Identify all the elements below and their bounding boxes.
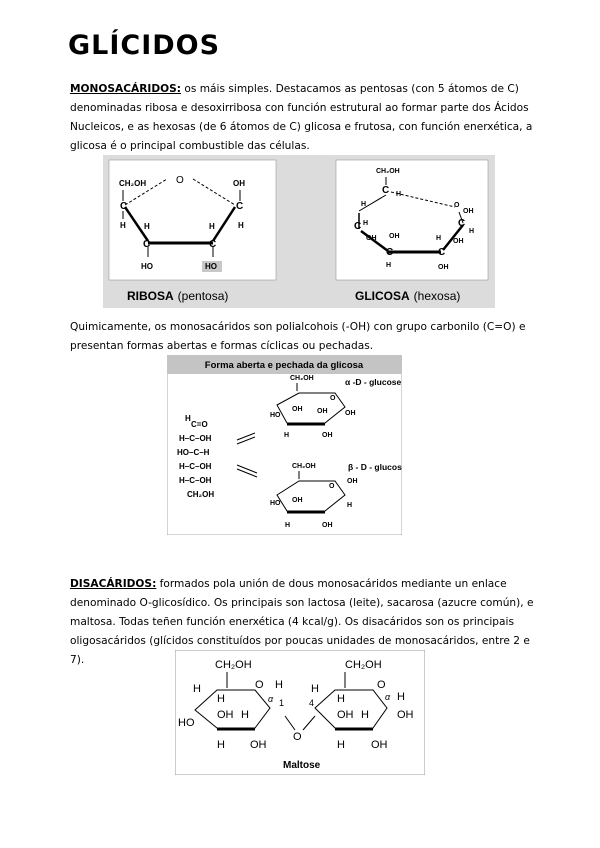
glicosa-label-sub: (hexosa) bbox=[413, 289, 461, 303]
ribose-c2: C bbox=[236, 201, 244, 212]
ribose-oh-1: OH bbox=[233, 179, 245, 188]
glicosa-label bbox=[355, 289, 460, 303]
maltose-h-4: H bbox=[275, 679, 283, 691]
glucose-oh-3: OH bbox=[389, 233, 400, 240]
maltose-h-8: H bbox=[361, 709, 369, 721]
ribose-h-4: H bbox=[209, 222, 215, 231]
maltose-h-7: H bbox=[337, 693, 345, 705]
chain-h: H bbox=[185, 414, 191, 423]
beta-h-2: H bbox=[285, 522, 291, 529]
monosacaridos-term: MONOSACÁRIDOS: bbox=[70, 83, 181, 95]
alpha-oh-1: OH bbox=[292, 406, 303, 413]
beta-oh-1: OH bbox=[292, 497, 303, 504]
maltose-h-9: H bbox=[397, 691, 405, 703]
maltose-o-bridge: O bbox=[293, 731, 302, 743]
ribosa-label-sub: (pentosa) bbox=[177, 289, 229, 303]
maltose-oh-4: OH bbox=[397, 709, 414, 721]
ribosa-label-bold: RIBOSA bbox=[127, 289, 174, 303]
chain-row-5: CH₂OH bbox=[187, 490, 215, 499]
maltose-h-10: H bbox=[337, 739, 345, 751]
chain-row-3: H–C–OH bbox=[179, 462, 212, 471]
disacaridos-term: DISACÁRIDOS: bbox=[70, 578, 157, 590]
chain-row-4: H–C–OH bbox=[179, 476, 212, 485]
maltose-caption: Maltose bbox=[283, 760, 321, 771]
glicosa-label-bold: GLICOSA bbox=[355, 289, 410, 303]
ribose-o: O bbox=[176, 175, 184, 186]
glucose-ch2oh: CH₂OH bbox=[376, 168, 400, 175]
ribose-h-1: H bbox=[120, 221, 126, 230]
maltose-h-2: H bbox=[217, 693, 225, 705]
maltose-oh-5: OH bbox=[371, 739, 388, 751]
maltose-h-1: H bbox=[193, 683, 201, 695]
ribose-c1: C bbox=[120, 201, 128, 212]
alpha-h: H bbox=[284, 432, 290, 439]
maltose-oh-1: OH bbox=[217, 709, 234, 721]
ribose-ho-2: HO bbox=[205, 262, 217, 271]
beta-oh-2: OH bbox=[347, 478, 358, 485]
glicosa-forms-figure bbox=[167, 355, 402, 535]
beta-ch2oh: CH₂OH bbox=[292, 463, 316, 470]
glucose-h-4: H bbox=[386, 262, 392, 269]
maltose-svg bbox=[175, 650, 425, 775]
disacaridos-line-3: maltosa. Todas teñen función enerxética (4 kcal/g). Os disacáridos son os principais bbox=[70, 616, 514, 628]
maltose-ch2oh-2: CH₂OH bbox=[345, 659, 382, 671]
alpha-oh-4: OH bbox=[322, 432, 333, 439]
quimicamente-line-2: presentan formas abertas e formas cíclicas ou pechadas. bbox=[70, 340, 374, 352]
page-title: GLÍCIDOS bbox=[68, 30, 221, 61]
beta-o: O bbox=[329, 483, 335, 490]
glucose-c3: C bbox=[438, 247, 446, 258]
glucose-o: O bbox=[454, 202, 460, 209]
maltose-alpha-1: α bbox=[268, 694, 274, 704]
beta-h: H bbox=[347, 502, 353, 509]
monosacaridos-paragraph bbox=[70, 80, 540, 156]
beta-label: β - D - glucose bbox=[348, 462, 402, 472]
maltose-figure bbox=[175, 650, 425, 775]
ribose-c4: C bbox=[209, 239, 217, 250]
ribose-c3: C bbox=[143, 239, 151, 250]
ribose-h-2: H bbox=[238, 221, 244, 230]
glucose-oh-2: OH bbox=[366, 235, 377, 242]
ribosa-label bbox=[127, 289, 228, 303]
disacaridos-line-1: formados pola unión de dous monosacáridos mediante un enlace bbox=[156, 578, 507, 590]
maltose-link-4: 4 bbox=[309, 698, 315, 708]
ribose-ch2oh: CH₂OH bbox=[119, 179, 147, 188]
glucose-c4: C bbox=[458, 218, 466, 229]
maltose-ch2oh-1: CH₂OH bbox=[215, 659, 252, 671]
ribosa-glicosa-svg bbox=[103, 155, 495, 308]
glucose-h-3: H bbox=[363, 220, 369, 227]
maltose-oh-2: OH bbox=[250, 739, 267, 751]
quimicamente-line-1: Quimicamente, os monosacáridos son polialcohois (-OH) con grupo carbonilo (C=O) e bbox=[70, 321, 526, 333]
alpha-label: α -D - glucose bbox=[345, 377, 402, 387]
fig2-header: Forma aberta e pechada da glicosa bbox=[204, 360, 364, 371]
monosacaridos-line-4: glicosa é o principal combustible das células. bbox=[70, 140, 310, 152]
alpha-oh-3: OH bbox=[345, 410, 356, 417]
glucose-h-5: H bbox=[436, 235, 442, 242]
maltose-ho: HO bbox=[178, 717, 195, 729]
alpha-ch2oh: CH₂OH bbox=[290, 375, 314, 382]
maltose-alpha-2: α bbox=[385, 692, 391, 702]
maltose-o-1: O bbox=[255, 679, 264, 691]
glucose-oh-5: OH bbox=[453, 238, 464, 245]
glucose-h-6: H bbox=[469, 228, 475, 235]
glucose-h-1: H bbox=[396, 191, 402, 198]
quimicamente-paragraph bbox=[70, 318, 540, 356]
maltose-link-1: 1 bbox=[279, 698, 285, 708]
maltose-oh-3: OH bbox=[337, 709, 354, 721]
ribosa-glicosa-figure bbox=[103, 155, 495, 308]
ribose-h-3: H bbox=[144, 222, 150, 231]
glucose-c1: C bbox=[354, 221, 362, 232]
disacaridos-line-2: denominado O-glicosídico. Os principais son lactosa (leite), sacarosa (azucre común), e bbox=[70, 597, 534, 609]
glucose-c2: C bbox=[386, 247, 394, 258]
ribose-ho: HO bbox=[141, 262, 153, 271]
glicosa-forms-svg bbox=[167, 355, 402, 535]
alpha-ho: HO bbox=[270, 412, 281, 419]
alpha-o: O bbox=[330, 395, 336, 402]
monosacaridos-line-1: os máis simples. Destacamos as pentosas (con 5 átomos de C) bbox=[181, 83, 519, 95]
chain-co: C=O bbox=[191, 420, 208, 429]
monosacaridos-line-3: Nucleicos, e as hexosas (de 6 átomos de C) glicosa e frutosa, con función enerxética, a bbox=[70, 121, 533, 133]
maltose-o-2: O bbox=[377, 679, 386, 691]
alpha-oh-2: OH bbox=[317, 408, 328, 415]
glucose-c6: C bbox=[382, 185, 390, 196]
glucose-oh-4: OH bbox=[438, 264, 449, 271]
glucose-h-2: H bbox=[361, 201, 367, 208]
glucose-oh-1: OH bbox=[463, 208, 474, 215]
maltose-h-6: H bbox=[311, 683, 319, 695]
beta-oh-3: OH bbox=[322, 522, 333, 529]
monosacaridos-line-2: denominadas ribosa e desoxirribosa con función estrutural ao formar parte dos Ácidos bbox=[70, 102, 529, 114]
chain-row-1: H–C–OH bbox=[179, 434, 212, 443]
maltose-h-5: H bbox=[217, 739, 225, 751]
beta-ho: HO bbox=[270, 500, 281, 507]
disacaridos-line-4: oligosacáridos (glícidos constituídos por poucas unidades de monosacáridos, entre 2 e 7). bbox=[70, 635, 530, 666]
chain-row-2: HO–C–H bbox=[177, 448, 210, 457]
maltose-h-3: H bbox=[241, 709, 249, 721]
